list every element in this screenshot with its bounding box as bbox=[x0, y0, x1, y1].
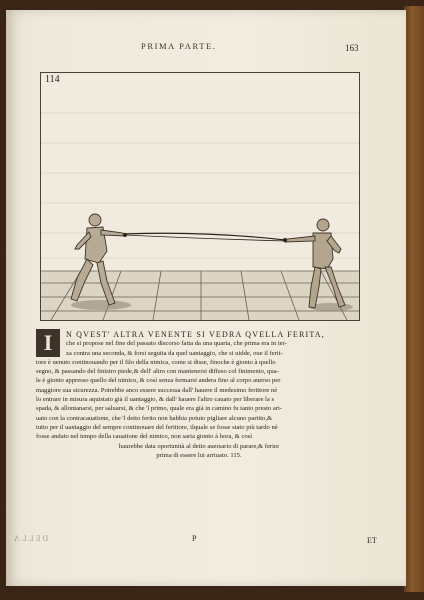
drop-capital: I bbox=[36, 329, 60, 357]
text-line: segno, & passando del finistro piede,& dell' altro con mantenersi diffeso col finimento, qua- bbox=[36, 368, 279, 376]
bleed-through-text: DELLA bbox=[12, 534, 49, 543]
running-title: PRIMA PARTE. bbox=[141, 41, 217, 51]
text-line: fosse andato nel tempo della cauatione del nimico, non saria gionto à hora, & così bbox=[36, 433, 253, 441]
page-number: 163 bbox=[345, 43, 359, 53]
text-line: prima di essere lui arriuato. 115. bbox=[156, 451, 242, 459]
text-line: za contra una seconda, & forsi seguita da quel uantaggio, che si uidde, oue il ferit- bbox=[66, 349, 283, 357]
text-line: spada, & allontanarsi, per saluarsi, & che 'l primo, quale era già in camino fu tanto presto ari- bbox=[36, 405, 282, 413]
text-line: maggiore sua sicurezza. Potrebbe anco essere successa dall' hauere il medesimo ferittore nè bbox=[36, 386, 278, 394]
text-line: lo entrare in misura aquistato già il uantaggio, & dall' hauere l'altro cauato per liberare la s bbox=[36, 396, 275, 404]
text-line: uato con la contracauatione, che 'l detto ferito non habbia potuto pigliare alcuno partito,& bbox=[36, 414, 273, 422]
text-line: che si propose nel fine del passato discorso fatta da una quarta, che prima era in ter- bbox=[66, 340, 287, 348]
fencing-illustration bbox=[41, 73, 359, 320]
book-fore-edge bbox=[404, 6, 424, 592]
book-page bbox=[6, 10, 406, 586]
text-line: le è gionto appresso quello del nimico, & così senza fermarsi andera fino al corpo auerso per bbox=[36, 377, 281, 385]
text-line: tore è uenuto continouando per il filo della nimica, come si disse, finoche è gionto à quello bbox=[36, 358, 276, 366]
body-text bbox=[36, 330, 362, 460]
plate-number: 114 bbox=[45, 74, 60, 85]
signature-mark: P bbox=[192, 534, 197, 543]
engraving-plate bbox=[40, 72, 360, 321]
text-line: N QVEST' ALTRA VENENTE SI VEDRA QVELLA FERITA, bbox=[66, 330, 325, 339]
catchword: ET bbox=[367, 536, 377, 545]
text-line: haurebbe data oportunità al detto auersario di parare,& ferire bbox=[118, 442, 280, 450]
text-line: tutto per il uantaggio del sempre continouare del ferittore, ilquale se fosse stato più tardo nè bbox=[36, 423, 278, 431]
